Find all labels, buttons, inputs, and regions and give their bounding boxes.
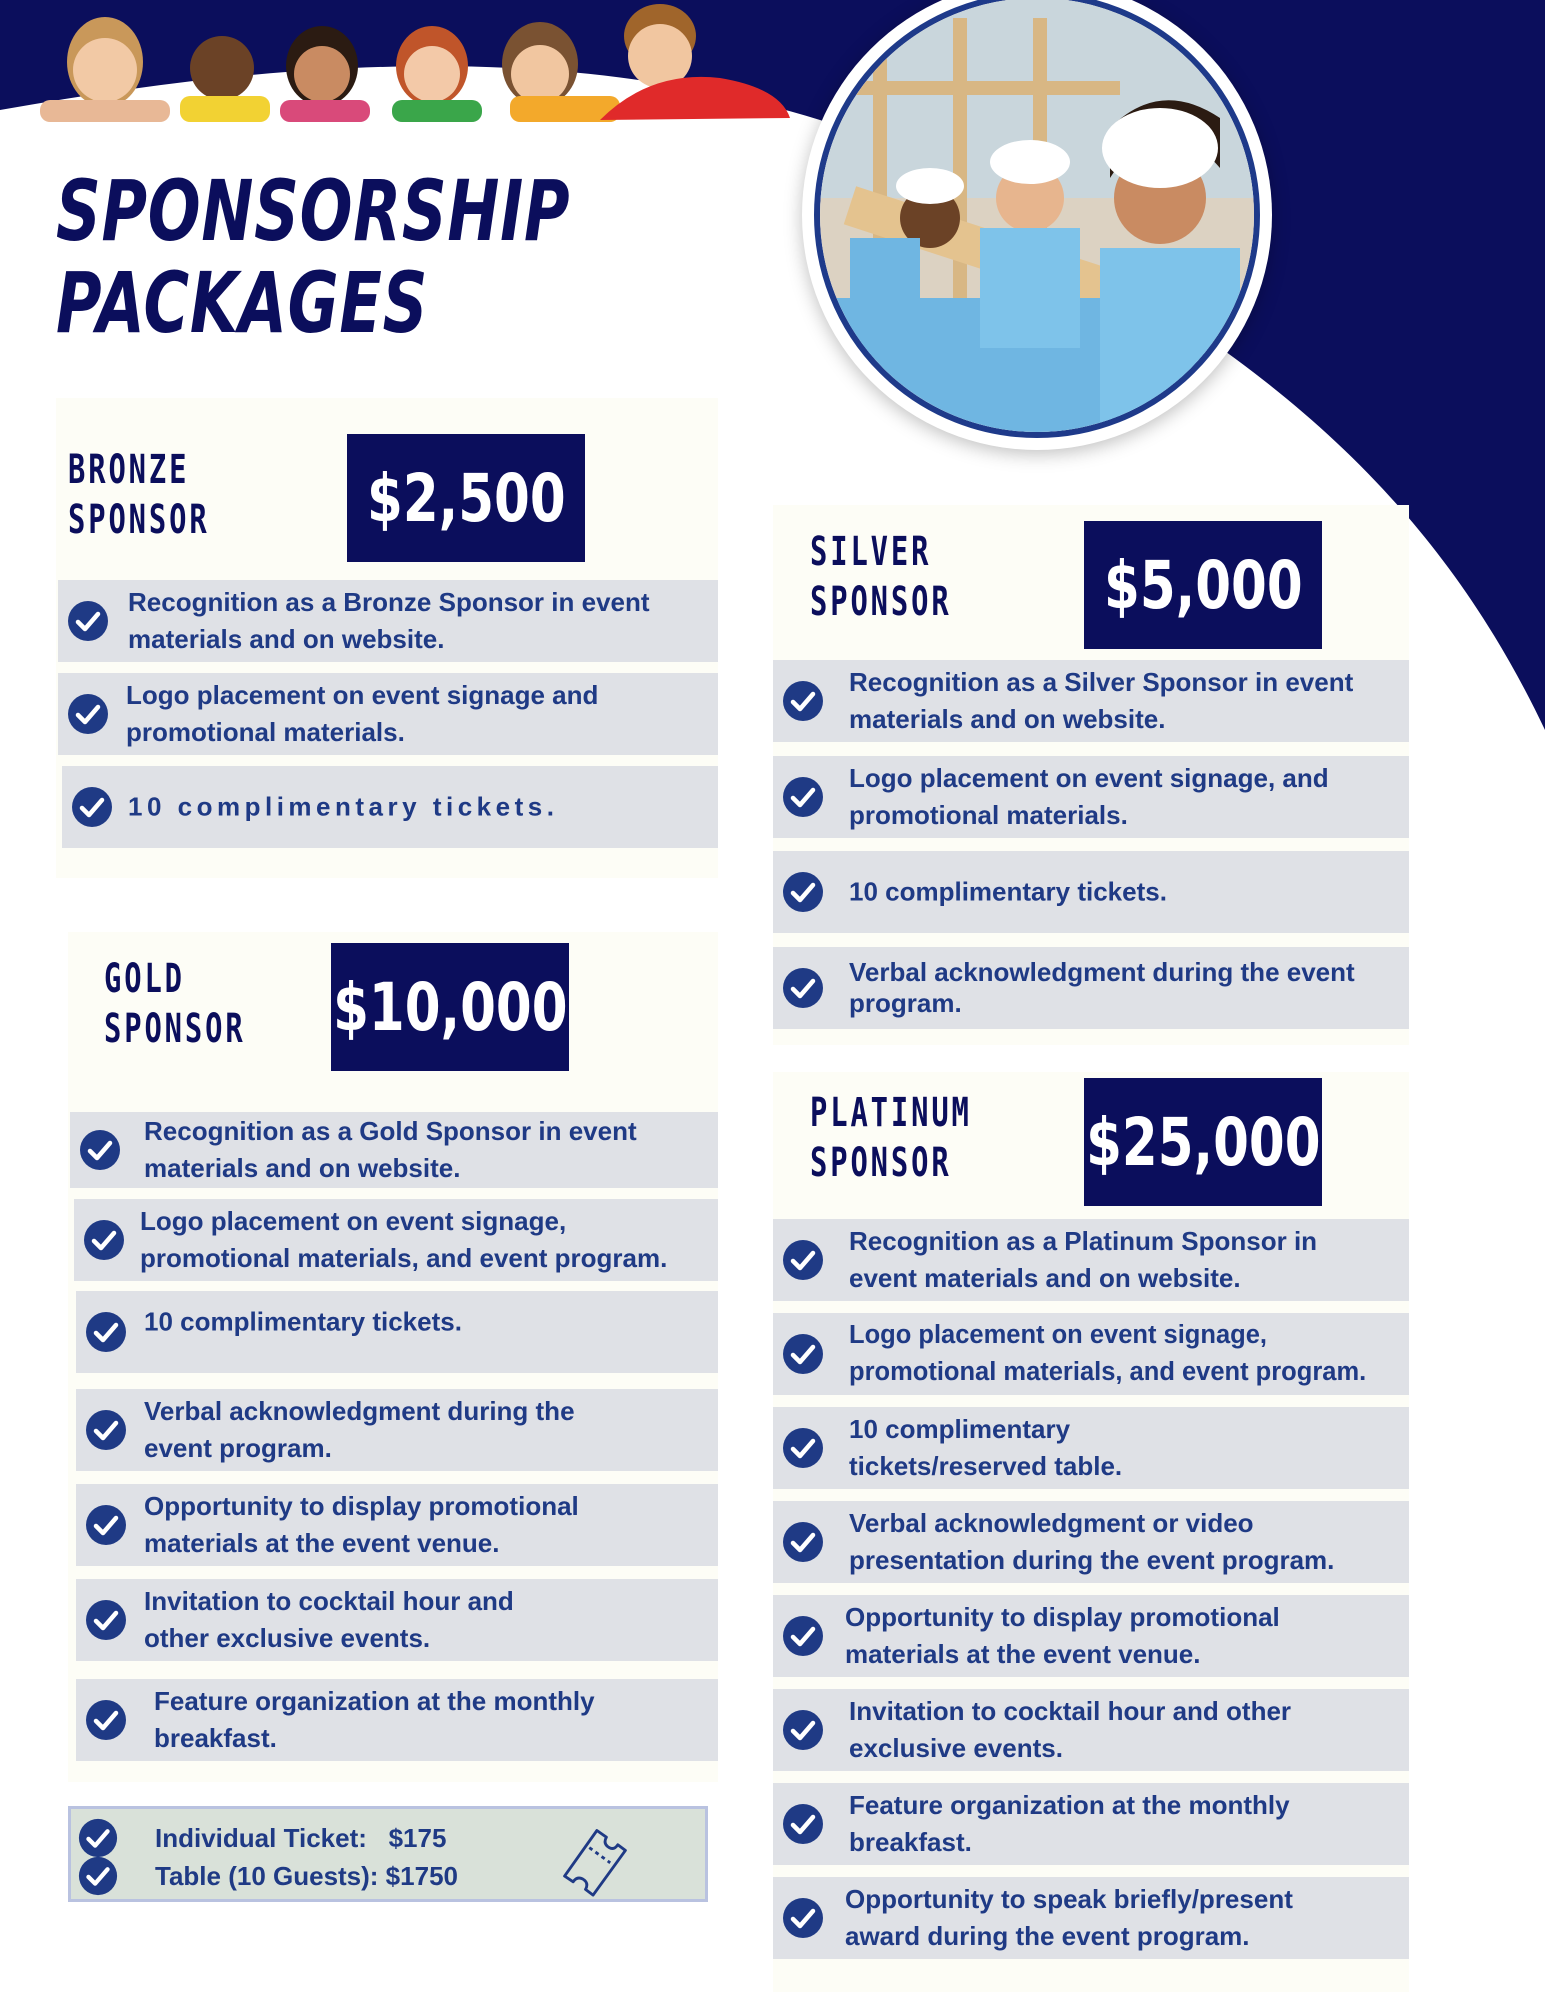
bronze-price-box — [347, 434, 585, 562]
bronze-feature — [62, 766, 718, 848]
silver-name-line-1: SILVER — [810, 529, 932, 575]
silver-feature-text: Recognition as a Silver Sponsor in event materials and on website. — [849, 667, 1354, 734]
gold-price-box — [331, 943, 569, 1071]
gold-feature — [74, 1199, 718, 1281]
check-circle-icon — [781, 1802, 825, 1846]
gold-feature-text: 10 complimentary tickets. — [144, 1306, 462, 1337]
silver-feature — [773, 660, 1409, 742]
platinum-feature-text: Invitation to cocktail hour and other exclusive events. — [849, 1696, 1292, 1763]
silver-feature — [773, 947, 1409, 1029]
gold-feature-text: Feature organization at the monthly breakfast. — [154, 1686, 595, 1753]
check-circle-icon — [781, 1614, 825, 1658]
platinum-feature-text: 10 complimentary tickets/reserved table. — [849, 1414, 1123, 1481]
silver-tier-name — [810, 527, 952, 627]
platinum-feature — [773, 1689, 1409, 1771]
gold-tier-name — [104, 954, 246, 1054]
gold-feature — [76, 1679, 718, 1761]
silver-feature-text: Verbal acknowledgment during the event program. — [849, 957, 1355, 1018]
silver-name-line-2: SPONSOR — [810, 579, 952, 625]
check-circle-icon — [84, 1598, 128, 1642]
check-circle-icon — [781, 1426, 825, 1470]
check-circle-icon — [781, 1332, 825, 1376]
platinum-feature — [773, 1501, 1409, 1583]
ticket-pricing-box — [68, 1806, 708, 1902]
gold-feature-text: Opportunity to display promotional materials at the event venue. — [144, 1491, 579, 1558]
gold-price: $10,000 — [332, 968, 568, 1046]
platinum-feature — [773, 1877, 1409, 1959]
platinum-feature-text: Verbal acknowledgment or video presentation during the event program. — [849, 1508, 1335, 1575]
check-circle-icon — [78, 1128, 122, 1172]
platinum-tier-name — [810, 1088, 972, 1188]
check-circle-icon — [781, 1520, 825, 1564]
platinum-price: $25,000 — [1085, 1103, 1321, 1181]
check-circle-icon — [84, 1698, 128, 1742]
volunteers-photo-frame — [802, 0, 1272, 450]
platinum-feature — [773, 1313, 1409, 1395]
check-circle-icon — [781, 1238, 825, 1282]
bronze-price: $2,500 — [366, 459, 566, 537]
platinum-name-line-2: SPONSOR — [810, 1140, 952, 1186]
silver-price-box — [1084, 521, 1322, 649]
page-title — [56, 162, 571, 352]
gold-feature — [76, 1579, 718, 1661]
bronze-feature — [58, 580, 718, 662]
platinum-feature-text: Recognition as a Platinum Sponsor in event materials and on website. — [849, 1226, 1318, 1293]
check-circle-icon — [781, 870, 825, 914]
gold-feature-text: Invitation to cocktail hour and other exclusive events. — [144, 1586, 514, 1653]
gold-feature — [76, 1484, 718, 1566]
bronze-feature-text: Recognition as a Bronze Sponsor in event materials and on website. — [128, 587, 650, 654]
check-circle-icon — [781, 1708, 825, 1752]
platinum-feature — [773, 1783, 1409, 1865]
check-circle-icon — [84, 1408, 128, 1452]
check-circle-icon — [82, 1218, 126, 1262]
silver-feature — [773, 851, 1409, 933]
check-circle-icon — [781, 679, 825, 723]
gold-feature — [76, 1291, 718, 1373]
check-circle-icon — [781, 966, 825, 1010]
check-circle-icon — [781, 775, 825, 819]
gold-feature — [70, 1112, 718, 1188]
bronze-name-line-1: BRONZE — [68, 447, 190, 493]
gold-name-line-2: SPONSOR — [104, 1006, 246, 1052]
platinum-feature — [773, 1595, 1409, 1677]
gold-feature-text: Recognition as a Gold Sponsor in event materials and on website. — [144, 1116, 637, 1183]
silver-feature-text: Logo placement on event signage, and promotional materials. — [849, 763, 1329, 830]
platinum-price-box — [1084, 1078, 1322, 1206]
bronze-name-line-2: SPONSOR — [68, 497, 210, 543]
check-circle-icon — [77, 1817, 119, 1859]
bronze-feature — [58, 673, 718, 755]
volunteers-photo-illustration — [820, 0, 1260, 438]
volunteers-photo — [814, 0, 1260, 438]
platinum-feature-text: Opportunity to display promotional materials at the event venue. — [845, 1602, 1280, 1669]
platinum-name-line-1: PLATINUM — [810, 1090, 972, 1136]
silver-price: $5,000 — [1103, 546, 1303, 624]
bronze-feature-text: Logo placement on event signage and promotional materials. — [126, 680, 599, 747]
gold-feature-text: Verbal acknowledgment during the event program. — [144, 1396, 575, 1463]
table-ticket-price: Table (10 Guests): $1750 — [155, 1861, 458, 1891]
check-circle-icon — [77, 1855, 119, 1897]
platinum-feature-text: Feature organization at the monthly breakfast. — [849, 1790, 1290, 1857]
individual-ticket-price: Individual Ticket: $175 — [155, 1823, 447, 1853]
platinum-feature — [773, 1219, 1409, 1301]
bronze-feature-text: 10 complimentary tickets. — [128, 791, 559, 822]
check-circle-icon — [66, 692, 110, 736]
gold-feature — [76, 1389, 718, 1471]
bronze-tier-name — [68, 445, 210, 545]
gold-name-line-1: GOLD — [104, 956, 185, 1002]
check-circle-icon — [781, 1896, 825, 1940]
check-circle-icon — [84, 1503, 128, 1547]
check-circle-icon — [70, 785, 114, 829]
platinum-feature-text: Logo placement on event signage, promotional materials, and event program. — [849, 1321, 1367, 1386]
title-line-1: SPONSORSHIP — [56, 162, 571, 260]
platinum-feature — [773, 1407, 1409, 1489]
children-banner-image — [0, 0, 800, 150]
silver-feature-text: 10 complimentary tickets. — [849, 876, 1167, 907]
title-line-2: PACKAGES — [56, 254, 429, 352]
silver-feature — [773, 756, 1409, 838]
platinum-feature-text: Opportunity to speak briefly/present award during the event program. — [845, 1884, 1293, 1951]
check-circle-icon — [66, 599, 110, 643]
gold-feature-text: Logo placement on event signage, promotional materials, and event program. — [140, 1206, 668, 1273]
check-circle-icon — [84, 1310, 128, 1354]
ticket-icon — [557, 1821, 633, 1897]
